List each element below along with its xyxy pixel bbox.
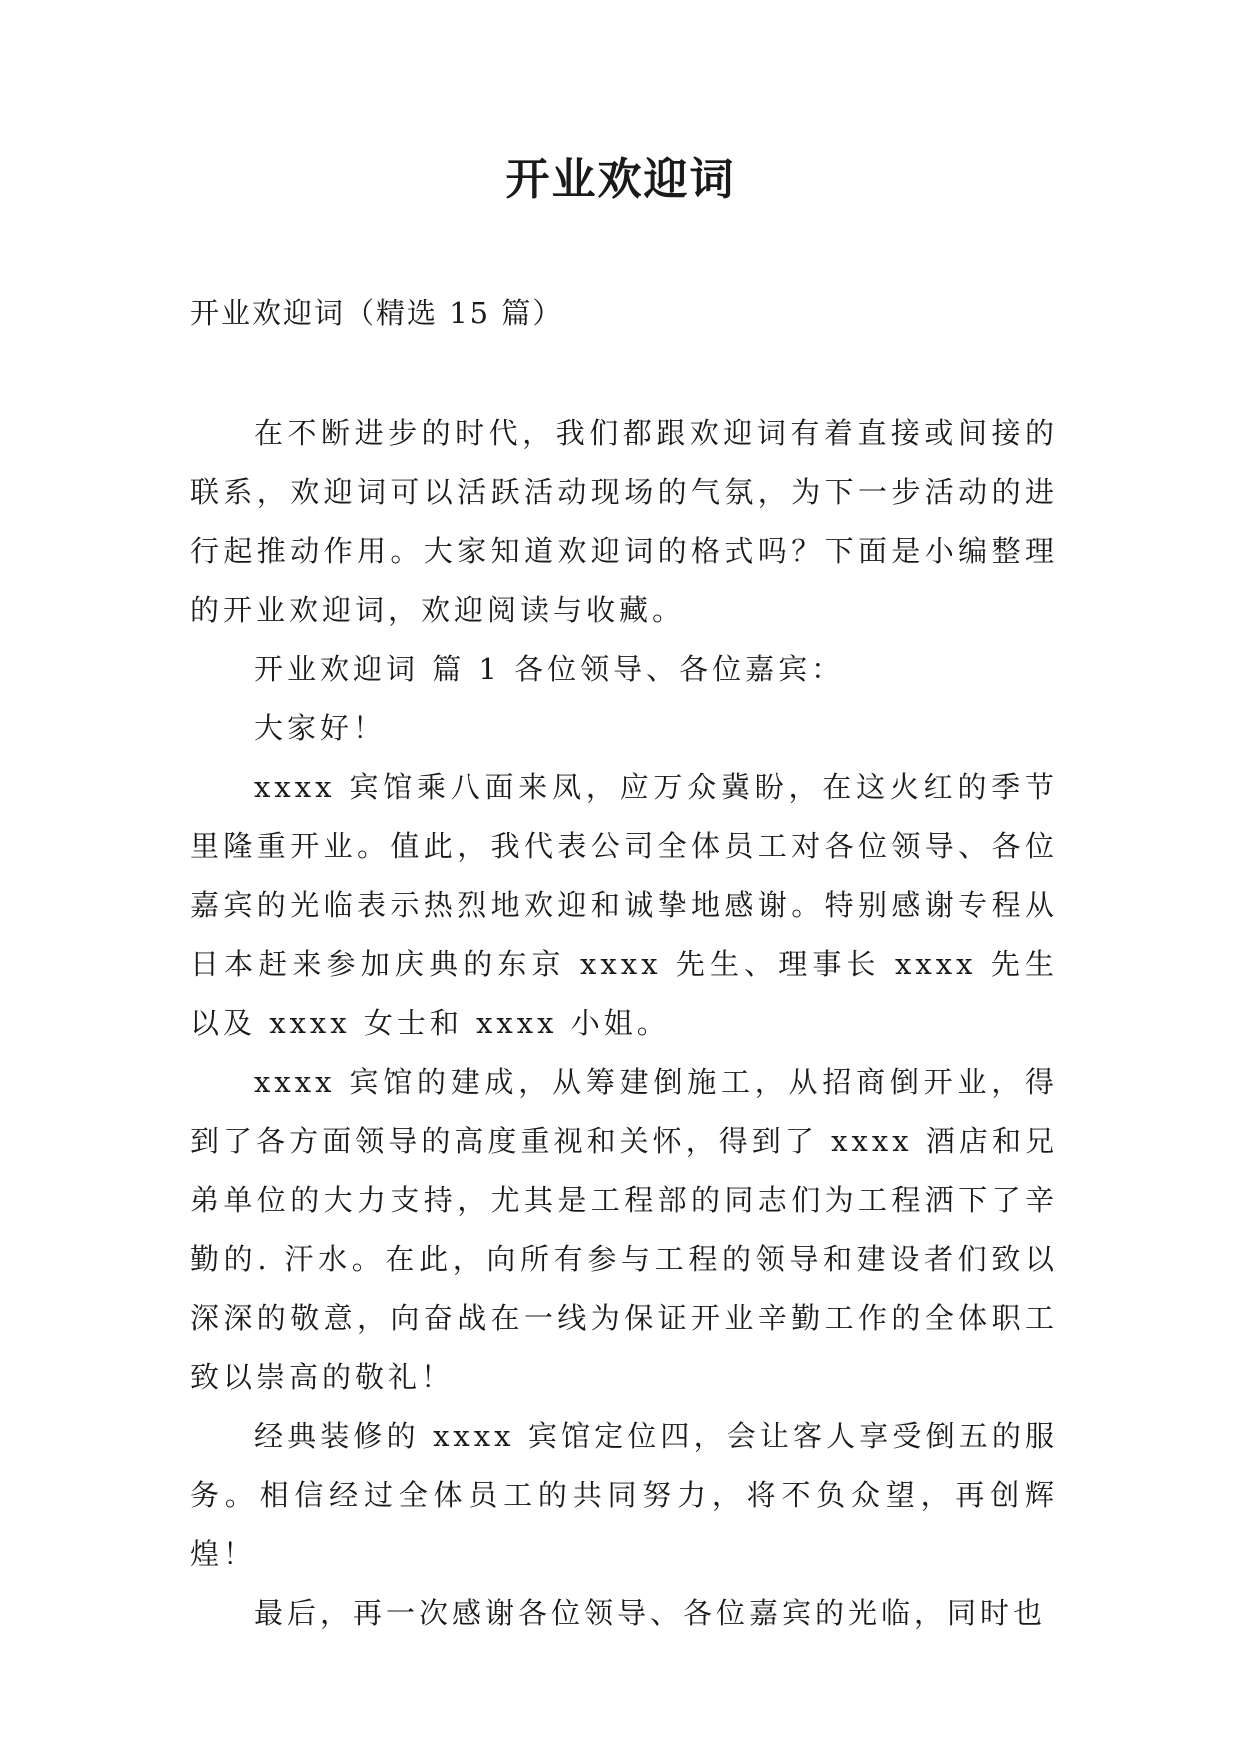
paragraph-service: 经典装修的 xxxx 宾馆定位四，会让客人享受倒五的服务。相信经过全体员工的共同努力，将不负众望，再创辉煌！: [190, 1419, 1058, 1571]
document-subtitle: 开业欢迎词（精选 15 篇）: [190, 296, 564, 330]
paragraph-intro: 在不断进步的时代，我们都跟欢迎词有着直接或间接的联系，欢迎词可以活跃活动现场的气氛，为下一步活动的进行起推动作用。大家知道欢迎词的格式吗？下面是小编整理的开业欢迎词，欢迎阅读与收藏。: [190, 416, 1058, 627]
paragraph-section-heading: 开业欢迎词 篇 1 各位领导、各位嘉宾：: [254, 652, 845, 686]
paragraph-closing: 最后，再一次感谢各位领导、各位嘉宾的光临，同时也: [254, 1596, 1047, 1630]
paragraph-greeting: 大家好！: [254, 711, 387, 745]
document-body: [190, 404, 1058, 1643]
paragraph-opening: xxxx 宾馆乘八面来凤，应万众冀盼，在这火红的季节里隆重开业。值此，我代表公司全体员工对各位领导、各位嘉宾的光临表示热烈地欢迎和诚挚地感谢。特别感谢专程从日本赶来参加庆典的东京 xxxx 先生、理事长 xxxx 先生以及 xxxx 女士和 xxxx 小姐。: [190, 770, 1058, 1040]
paragraph-construction: xxxx 宾馆的建成，从筹建倒施工，从招商倒开业，得到了各方面领导的高度重视和关怀，得到了 xxxx 酒店和兄弟单位的大力支持，尤其是工程部的同志们为工程洒下了辛勤的. 汗水。在此，向所有参与工程的领导和建设者们致以深深的敬意，向奋战在一线为保证开业辛勤工作的全体职工致以崇高的敬礼！: [190, 1065, 1058, 1394]
document-title: 开业欢迎词: [505, 154, 736, 205]
